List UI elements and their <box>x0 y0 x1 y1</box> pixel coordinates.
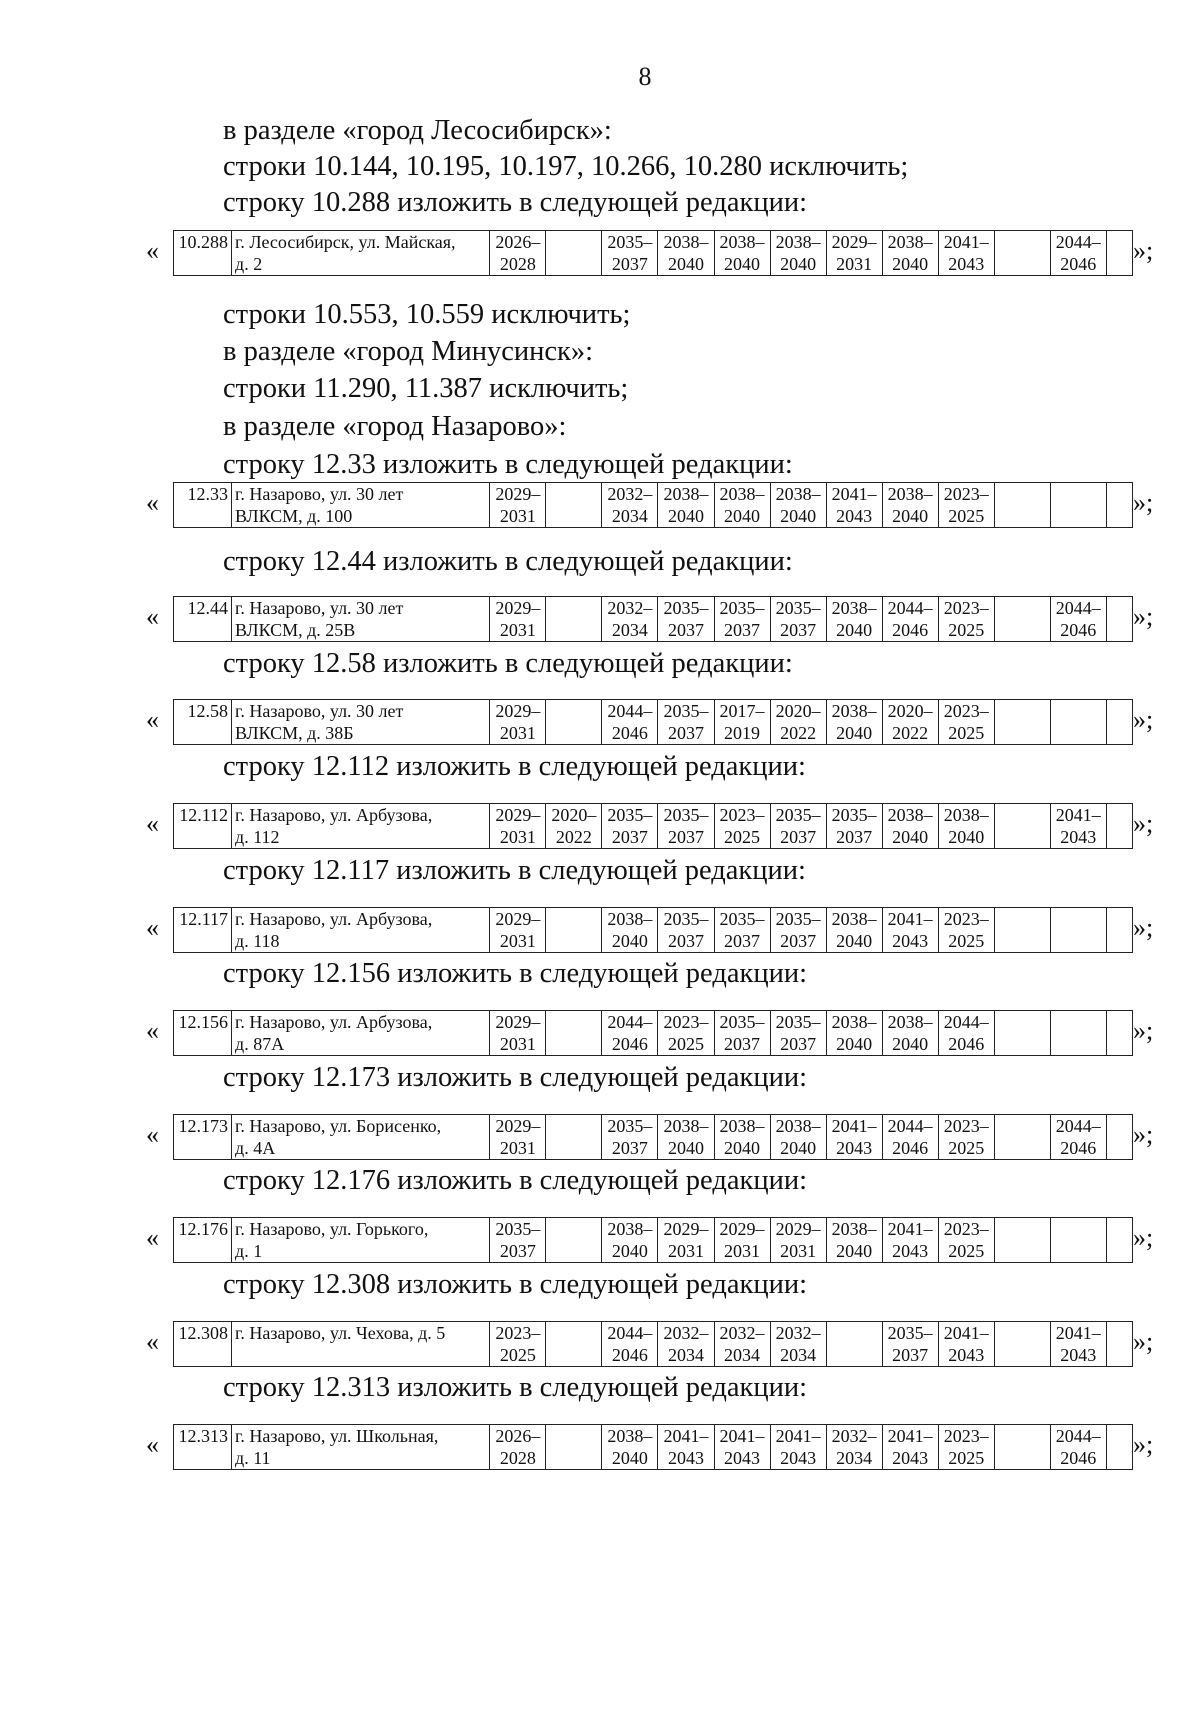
empty-cell <box>1106 597 1132 642</box>
open-quote: « <box>146 1120 159 1149</box>
table-row <box>173 230 1133 276</box>
year-range-cell <box>546 231 602 276</box>
year-range-cell <box>546 597 602 642</box>
address-cell: г. Назарово, ул. Школьная, д. 11 <box>232 1425 490 1470</box>
year-range-cell: 2023– 2025 <box>938 597 994 642</box>
row-number: 12.308 <box>174 1322 232 1367</box>
year-range-cell: 2041– 2043 <box>826 1115 882 1160</box>
instruction-paragraph: в разделе «город Лесосибирск»: <box>223 115 612 146</box>
year-range-cell: 2029– 2031 <box>770 1218 826 1263</box>
year-range-cell <box>994 1011 1050 1056</box>
year-range-cell: 2038– 2040 <box>882 804 938 849</box>
year-range-cell: 2044– 2046 <box>1050 1425 1106 1470</box>
year-range-cell: 2038– 2040 <box>602 1425 658 1470</box>
close-quote: »; <box>1133 913 1154 942</box>
year-range-cell <box>546 1218 602 1263</box>
year-range-cell: 2038– 2040 <box>882 483 938 528</box>
table-row <box>173 907 1133 953</box>
year-range-cell: 2023– 2025 <box>938 1218 994 1263</box>
year-range-cell: 2038– 2040 <box>658 483 714 528</box>
row-number: 12.313 <box>174 1425 232 1470</box>
year-range-cell: 2038– 2040 <box>602 908 658 953</box>
year-range-cell: 2035– 2037 <box>714 908 770 953</box>
year-range-cell: 2032– 2034 <box>826 1425 882 1470</box>
year-range-cell: 2029– 2031 <box>490 804 546 849</box>
year-range-cell <box>994 1115 1050 1160</box>
instruction-paragraph: строку 10.288 изложить в следующей редакции: <box>223 187 807 218</box>
year-range-cell: 2020– 2022 <box>882 700 938 745</box>
empty-cell <box>1106 1425 1132 1470</box>
year-range-cell: 2035– 2037 <box>770 1011 826 1056</box>
year-range-cell: 2023– 2025 <box>938 1115 994 1160</box>
open-quote: « <box>146 809 159 838</box>
open-quote: « <box>146 1430 159 1459</box>
year-range-cell: 2041– 2043 <box>1050 1322 1106 1367</box>
year-range-cell: 2041– 2043 <box>938 1322 994 1367</box>
table-row <box>173 1114 1133 1160</box>
year-range-cell: 2038– 2040 <box>882 1011 938 1056</box>
instruction-paragraph: строку 12.33 изложить в следующей редакции: <box>223 449 793 480</box>
empty-cell <box>1106 700 1132 745</box>
year-range-cell: 2035– 2037 <box>714 597 770 642</box>
close-quote: »; <box>1133 1327 1154 1356</box>
year-range-cell <box>1050 700 1106 745</box>
open-quote: « <box>146 1016 159 1045</box>
empty-cell <box>1106 1115 1132 1160</box>
year-range-cell: 2041– 2043 <box>882 1425 938 1470</box>
year-range-cell: 2035– 2037 <box>602 804 658 849</box>
table-row <box>173 482 1133 528</box>
instruction-paragraph: строку 12.44 изложить в следующей редакции: <box>223 546 793 577</box>
year-range-cell: 2041– 2043 <box>826 483 882 528</box>
open-quote: « <box>146 1327 159 1356</box>
year-range-cell: 2023– 2025 <box>938 700 994 745</box>
year-range-cell: 2038– 2040 <box>826 1218 882 1263</box>
close-quote: »; <box>1133 809 1154 838</box>
year-range-cell <box>994 231 1050 276</box>
year-range-cell <box>994 1322 1050 1367</box>
year-range-cell: 2041– 2043 <box>658 1425 714 1470</box>
year-range-cell <box>994 597 1050 642</box>
year-range-cell: 2038– 2040 <box>658 231 714 276</box>
year-range-cell <box>1050 908 1106 953</box>
year-range-cell: 2029– 2031 <box>714 1218 770 1263</box>
year-range-cell: 2041– 2043 <box>882 1218 938 1263</box>
year-range-cell: 2029– 2031 <box>658 1218 714 1263</box>
year-range-cell: 2044– 2046 <box>1050 1115 1106 1160</box>
year-range-cell: 2035– 2037 <box>490 1218 546 1263</box>
year-range-cell <box>546 483 602 528</box>
address-cell: г. Назарово, ул. 30 лет ВЛКСМ, д. 100 <box>232 483 490 528</box>
year-range-cell: 2020– 2022 <box>770 700 826 745</box>
close-quote: »; <box>1133 236 1154 265</box>
row-number: 12.173 <box>174 1115 232 1160</box>
table-row <box>173 1217 1133 1263</box>
year-range-cell: 2029– 2031 <box>826 231 882 276</box>
year-range-cell: 2038– 2040 <box>714 1115 770 1160</box>
close-quote: »; <box>1133 488 1154 517</box>
year-range-cell: 2044– 2046 <box>602 700 658 745</box>
year-range-cell: 2023– 2025 <box>938 1425 994 1470</box>
year-range-cell: 2038– 2040 <box>826 597 882 642</box>
row-number: 12.33 <box>174 483 232 528</box>
year-range-cell: 2035– 2037 <box>658 908 714 953</box>
year-range-cell: 2029– 2031 <box>490 1011 546 1056</box>
year-range-cell: 2029– 2031 <box>490 483 546 528</box>
address-cell: г. Назарово, ул. Борисенко, д. 4А <box>232 1115 490 1160</box>
year-range-cell: 2038– 2040 <box>826 1011 882 1056</box>
year-range-cell <box>546 1322 602 1367</box>
year-range-cell: 2044– 2046 <box>1050 231 1106 276</box>
table-row <box>173 1010 1133 1056</box>
year-range-cell <box>994 700 1050 745</box>
empty-cell <box>1106 804 1132 849</box>
address-cell: г. Лесосибирск, ул. Майская, д. 2 <box>232 231 490 276</box>
close-quote: »; <box>1133 1223 1154 1252</box>
year-range-cell: 2038– 2040 <box>770 483 826 528</box>
table-row <box>173 699 1133 745</box>
year-range-cell: 2038– 2040 <box>714 231 770 276</box>
close-quote: »; <box>1133 705 1154 734</box>
instruction-paragraph: строку 12.308 изложить в следующей редакции: <box>223 1269 807 1300</box>
instruction-paragraph: строку 12.313 изложить в следующей редакции: <box>223 1372 807 1403</box>
instruction-paragraph: в разделе «город Назарово»: <box>223 411 567 442</box>
year-range-cell <box>546 1115 602 1160</box>
year-range-cell: 2038– 2040 <box>658 1115 714 1160</box>
year-range-cell: 2023– 2025 <box>714 804 770 849</box>
year-range-cell: 2044– 2046 <box>602 1322 658 1367</box>
year-range-cell: 2038– 2040 <box>770 231 826 276</box>
year-range-cell: 2038– 2040 <box>826 700 882 745</box>
year-range-cell: 2044– 2046 <box>882 1115 938 1160</box>
year-range-cell: 2029– 2031 <box>490 597 546 642</box>
year-range-cell <box>994 804 1050 849</box>
year-range-cell: 2041– 2043 <box>882 908 938 953</box>
year-range-cell: 2035– 2037 <box>826 804 882 849</box>
year-range-cell: 2023– 2025 <box>658 1011 714 1056</box>
year-range-cell: 2035– 2037 <box>658 804 714 849</box>
year-range-cell: 2026– 2028 <box>490 1425 546 1470</box>
instruction-paragraph: строку 12.156 изложить в следующей редакции: <box>223 958 807 989</box>
year-range-cell <box>1050 1218 1106 1263</box>
year-range-cell: 2032– 2034 <box>602 597 658 642</box>
year-range-cell: 2038– 2040 <box>938 804 994 849</box>
instruction-paragraph: строку 12.112 изложить в следующей редакции: <box>223 751 806 782</box>
instruction-paragraph: строку 12.58 изложить в следующей редакции: <box>223 648 793 679</box>
year-range-cell: 2023– 2025 <box>938 483 994 528</box>
year-range-cell: 2044– 2046 <box>938 1011 994 1056</box>
row-number: 12.156 <box>174 1011 232 1056</box>
table-row <box>173 1321 1133 1367</box>
year-range-cell: 2029– 2031 <box>490 700 546 745</box>
row-number: 10.288 <box>174 231 232 276</box>
row-number: 12.58 <box>174 700 232 745</box>
row-number: 12.117 <box>174 908 232 953</box>
year-range-cell <box>826 1322 882 1367</box>
empty-cell <box>1106 231 1132 276</box>
year-range-cell: 2035– 2037 <box>602 1115 658 1160</box>
year-range-cell: 2023– 2025 <box>490 1322 546 1367</box>
empty-cell <box>1106 908 1132 953</box>
year-range-cell: 2041– 2043 <box>770 1425 826 1470</box>
address-cell: г. Назарово, ул. Арбузова, д. 112 <box>232 804 490 849</box>
empty-cell <box>1106 1322 1132 1367</box>
year-range-cell: 2038– 2040 <box>602 1218 658 1263</box>
year-range-cell: 2044– 2046 <box>1050 597 1106 642</box>
row-number: 12.112 <box>174 804 232 849</box>
year-range-cell <box>546 1425 602 1470</box>
year-range-cell <box>546 1011 602 1056</box>
empty-cell <box>1106 483 1132 528</box>
address-cell: г. Назарово, ул. 30 лет ВЛКСМ, д. 38Б <box>232 700 490 745</box>
empty-cell <box>1106 1011 1132 1056</box>
open-quote: « <box>146 488 159 517</box>
address-cell: г. Назарово, ул. Горького, д. 1 <box>232 1218 490 1263</box>
close-quote: »; <box>1133 1016 1154 1045</box>
year-range-cell <box>1050 1011 1106 1056</box>
open-quote: « <box>146 236 159 265</box>
year-range-cell <box>994 483 1050 528</box>
year-range-cell <box>546 908 602 953</box>
year-range-cell <box>994 908 1050 953</box>
instruction-paragraph: строки 10.553, 10.559 исключить; <box>223 299 631 330</box>
year-range-cell: 2029– 2031 <box>490 908 546 953</box>
open-quote: « <box>146 602 159 631</box>
year-range-cell: 2035– 2037 <box>770 597 826 642</box>
address-cell: г. Назарово, ул. Арбузова, д. 118 <box>232 908 490 953</box>
year-range-cell: 2035– 2037 <box>658 597 714 642</box>
row-number: 12.44 <box>174 597 232 642</box>
page-number: 8 <box>638 62 652 91</box>
address-cell: г. Назарово, ул. Чехова, д. 5 <box>232 1322 490 1367</box>
year-range-cell: 2035– 2037 <box>658 700 714 745</box>
year-range-cell: 2035– 2037 <box>770 804 826 849</box>
year-range-cell <box>994 1218 1050 1263</box>
instruction-paragraph: строку 12.117 изложить в следующей редакции: <box>223 855 806 886</box>
open-quote: « <box>146 1223 159 1252</box>
row-number: 12.176 <box>174 1218 232 1263</box>
year-range-cell: 2038– 2040 <box>714 483 770 528</box>
year-range-cell <box>546 700 602 745</box>
year-range-cell <box>994 1425 1050 1470</box>
year-range-cell: 2038– 2040 <box>770 1115 826 1160</box>
year-range-cell: 2023– 2025 <box>938 908 994 953</box>
open-quote: « <box>146 913 159 942</box>
address-cell: г. Назарово, ул. 30 лет ВЛКСМ, д. 25В <box>232 597 490 642</box>
year-range-cell: 2017– 2019 <box>714 700 770 745</box>
table-row <box>173 803 1133 849</box>
year-range-cell: 2041– 2043 <box>938 231 994 276</box>
year-range-cell <box>1050 483 1106 528</box>
instruction-paragraph: строки 10.144, 10.195, 10.197, 10.266, 10.280 исключить; <box>223 151 909 182</box>
year-range-cell: 2026– 2028 <box>490 231 546 276</box>
instruction-paragraph: строку 12.176 изложить в следующей редакции: <box>223 1165 807 1196</box>
year-range-cell: 2041– 2043 <box>1050 804 1106 849</box>
table-row <box>173 1424 1133 1470</box>
year-range-cell: 2035– 2037 <box>882 1322 938 1367</box>
year-range-cell: 2020– 2022 <box>546 804 602 849</box>
year-range-cell: 2032– 2034 <box>714 1322 770 1367</box>
table-row <box>173 596 1133 642</box>
year-range-cell: 2035– 2037 <box>770 908 826 953</box>
year-range-cell: 2035– 2037 <box>714 1011 770 1056</box>
year-range-cell: 2038– 2040 <box>826 908 882 953</box>
instruction-paragraph: строки 11.290, 11.387 исключить; <box>223 373 629 404</box>
year-range-cell: 2041– 2043 <box>714 1425 770 1470</box>
open-quote: « <box>146 705 159 734</box>
close-quote: »; <box>1133 602 1154 631</box>
close-quote: »; <box>1133 1430 1154 1459</box>
address-cell: г. Назарово, ул. Арбузова, д. 87А <box>232 1011 490 1056</box>
empty-cell <box>1106 1218 1132 1263</box>
year-range-cell: 2029– 2031 <box>490 1115 546 1160</box>
year-range-cell: 2032– 2034 <box>770 1322 826 1367</box>
year-range-cell: 2038– 2040 <box>882 231 938 276</box>
year-range-cell: 2032– 2034 <box>602 483 658 528</box>
close-quote: »; <box>1133 1120 1154 1149</box>
year-range-cell: 2044– 2046 <box>602 1011 658 1056</box>
year-range-cell: 2035– 2037 <box>602 231 658 276</box>
instruction-paragraph: в разделе «город Минусинск»: <box>223 336 594 367</box>
year-range-cell: 2032– 2034 <box>658 1322 714 1367</box>
instruction-paragraph: строку 12.173 изложить в следующей редакции: <box>223 1062 807 1093</box>
year-range-cell: 2044– 2046 <box>882 597 938 642</box>
